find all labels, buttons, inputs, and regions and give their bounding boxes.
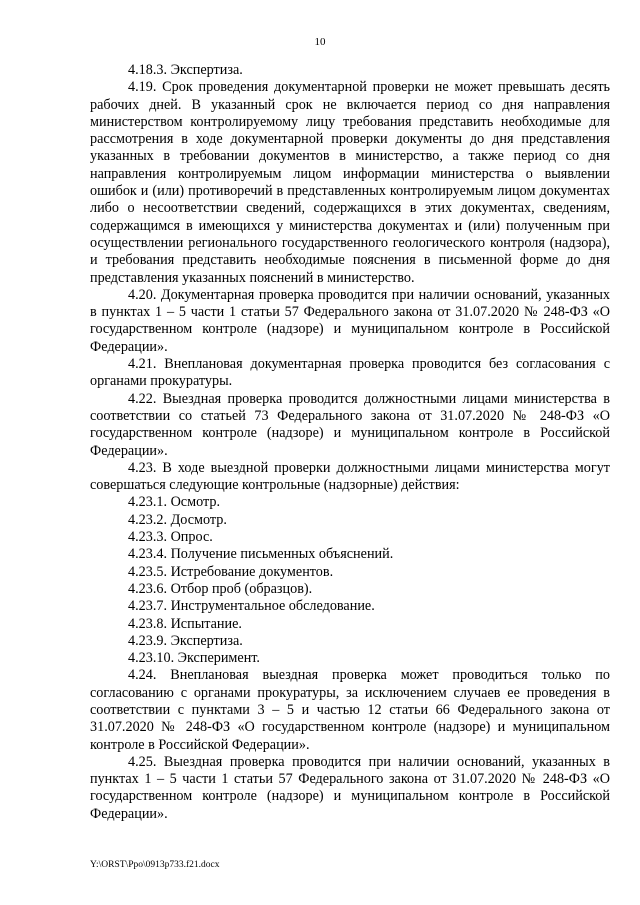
paragraph-4-19: 4.19. Срок проведения документарной проверки не может превышать десять рабочих дней. В указанный срок не включается период со дня направления министерством контролируемому лицу требования представить необходимые для рассмотрения в ходе документарной проверки документы до дня представления указанных в требовании документов в министерство, а также период со дня направления контролируемым лицом информации министерства о выявлении ошибок и (или) противоречий в представленных контролируемым лицом документах либо о несоответствии сведений, содержащихся в этих документах, сведениям, содержащимся в имеющихся у министерства документах и (или) полученным при осуществлении регионального государственного геологического контроля (надзора), и требования представить необходимые пояснения в письменной форме до дня представления указанных пояснений в министерство.: [90, 79, 610, 286]
list-item-4-23-2: 4.23.2. Досмотр.: [128, 511, 227, 528]
paragraph-4-18-3: 4.18.3. Экспертиза.: [128, 62, 243, 78]
list-item-4-23-7: 4.23.7. Инструментальное обследование.: [128, 598, 375, 615]
list-item-4-23-5: 4.23.5. Истребование документов.: [128, 563, 334, 580]
paragraph-4-25: 4.25. Выездная проверка проводится при наличии оснований, указанных в пунктах 1 – 5 части 1 статьи 57 Федерального закона от 31.07.2020 № 248-ФЗ «О государственном контроле (надзоре) и муниципальном контроле в Российской Федерации».: [90, 753, 610, 822]
paragraph-4-22: 4.22. Выездная проверка проводится должностными лицами министерства в соответствии со статьей 73 Федерального закона от 31.07.2020 № 248-ФЗ «О государственном контроле (надзоре) и муниципальном контроле в Российской Федерации».: [90, 390, 610, 459]
file-path-footer: Y:\ORST\Ppo\0913p733.f21.docx: [90, 860, 220, 870]
list-item-4-23-6: 4.23.6. Отбор проб (образцов).: [128, 580, 313, 597]
list-item-4-23-1: 4.23.1. Осмотр.: [128, 494, 221, 511]
paragraph-4-20: 4.20. Документарная проверка проводится при наличии оснований, указанных в пунктах 1 – 5 части 1 статьи 57 Федерального закона от 31.07.2020 № 248-ФЗ «О государственном контроле (надзоре) и муниципальном контроле в Российской Федерации».: [90, 286, 610, 355]
document-body: [90, 62, 610, 823]
paragraph-4-21: 4.21. Внеплановая документарная проверка проводится без согласования с органами прокуратуры.: [90, 356, 610, 390]
paragraph-4-23: 4.23. В ходе выездной проверки должностными лицами министерства могут совершаться следующие контрольные (надзорные) действия:: [90, 459, 610, 494]
list-item-4-23-8: 4.23.8. Испытание.: [128, 615, 242, 632]
list-item-4-23-4: 4.23.4. Получение письменных объяснений.: [128, 546, 394, 563]
list-item-4-23-3: 4.23.3. Опрос.: [128, 529, 213, 546]
paragraph-4-24: 4.24. Внеплановая выездная проверка может проводиться только по согласованию с органами прокуратуры, за исключением случаев ее проведения в соответствии с пунктами 3 – 5 и частью 12 статьи 66 Федерального закона от 31.07.2020 № 248-ФЗ «О государственном контроле (надзоре) и муниципальном контроле в Российской Федерации».: [90, 667, 610, 753]
page-number: 10: [314, 36, 326, 48]
list-item-4-23-10: 4.23.10. Эксперимент.: [128, 650, 260, 667]
list-item-4-23-9: 4.23.9. Экспертиза.: [128, 632, 243, 649]
